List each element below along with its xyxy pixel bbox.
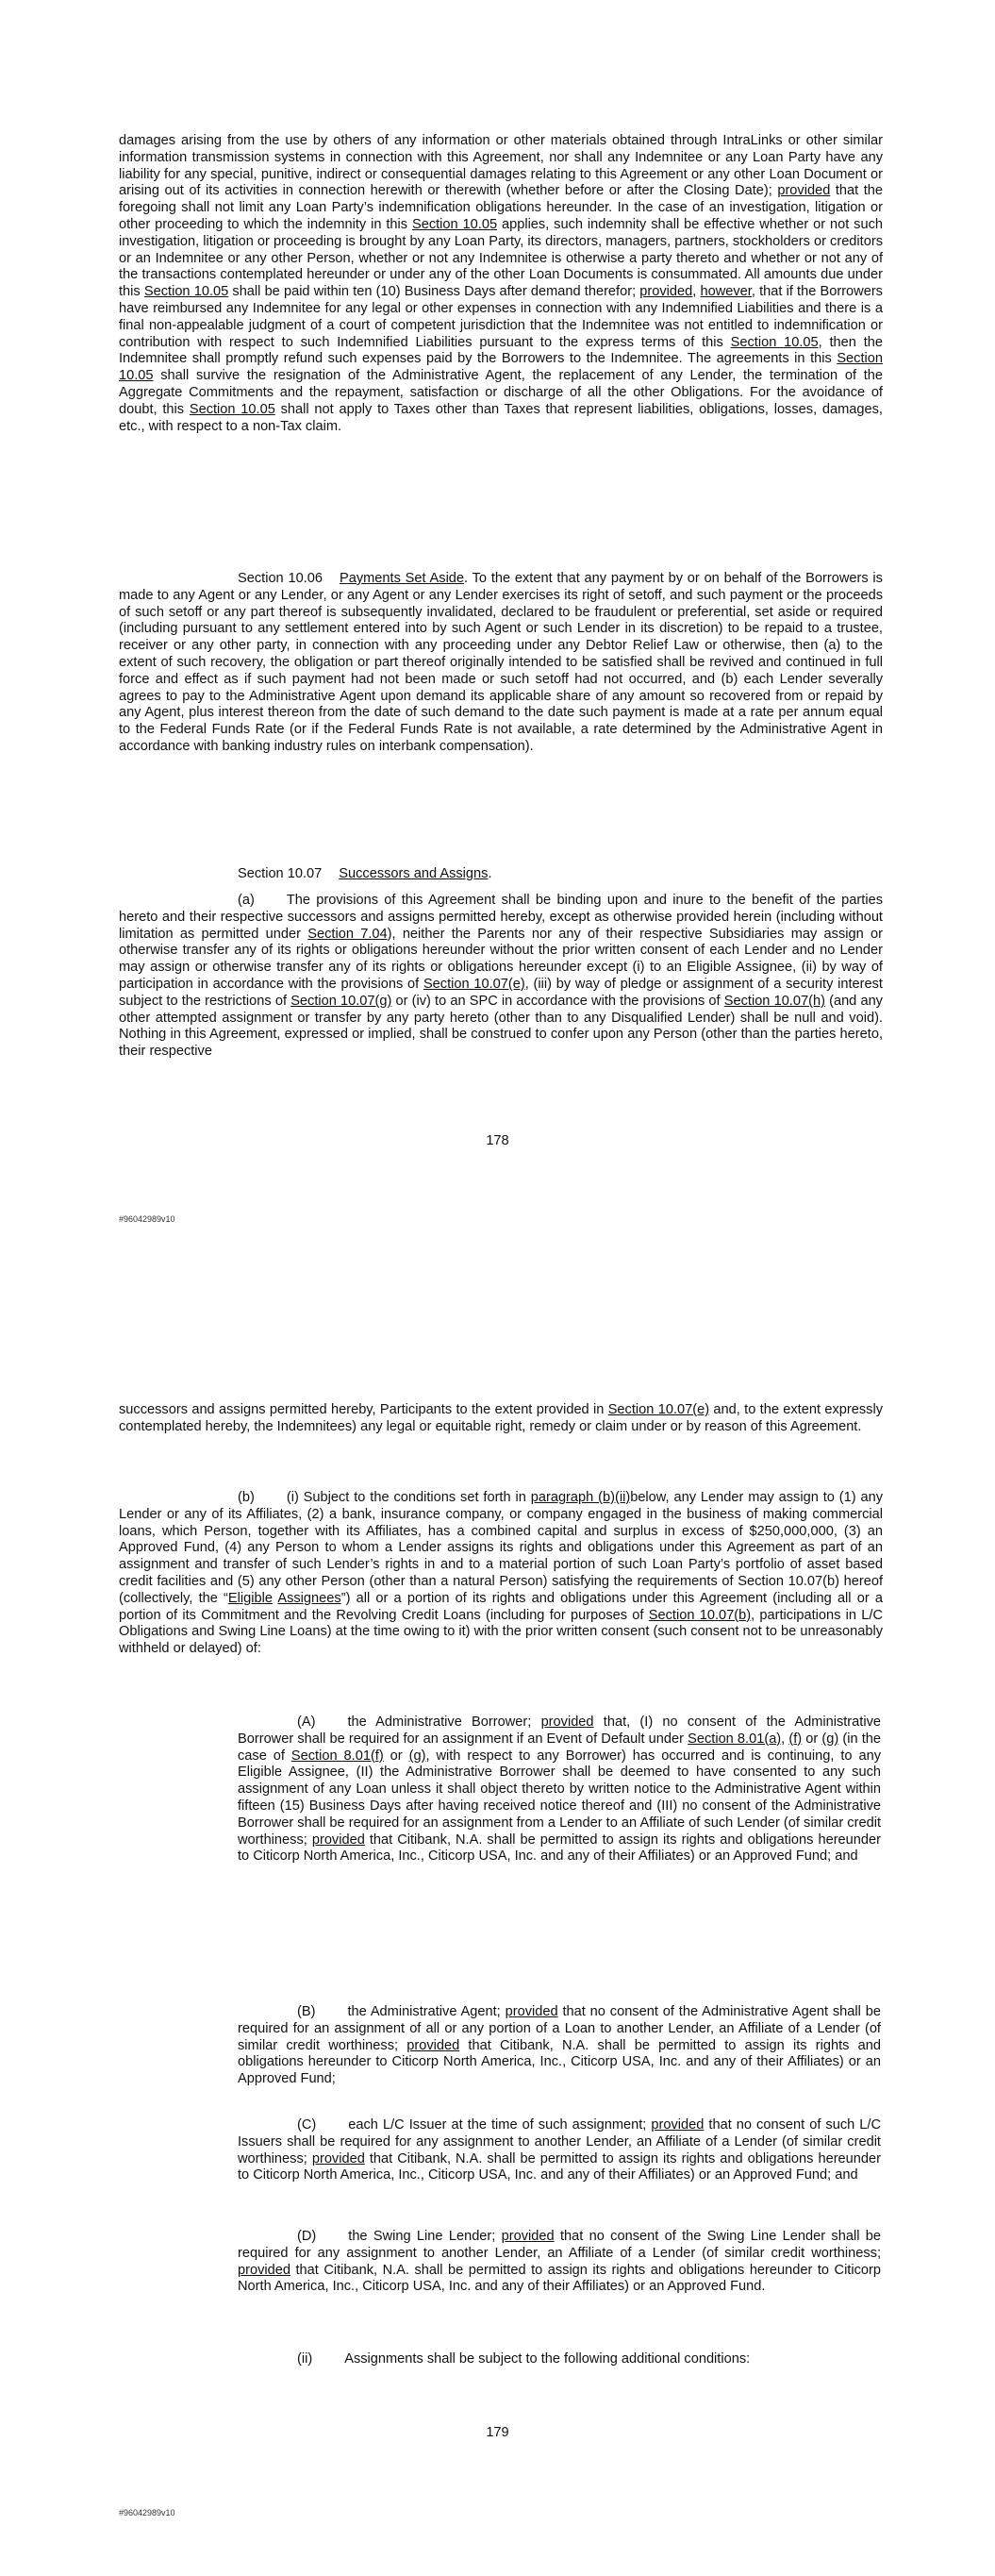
section-reference: Section 8.01(f) [290,1748,384,1764]
section-title: Payments Set Aside [339,571,465,586]
section-reference: Section 10.05 [119,351,883,384]
document-id-footer: #96042989v10 [119,1214,175,1224]
section-reference: (g) [408,1748,426,1764]
provided-term: provided [406,2037,460,2053]
provided-term: provided [505,2004,558,2019]
section-reference: Section 10.05 [143,284,229,300]
provided-term: provided [238,2262,290,2278]
paragraph-reference: paragraph (b)(ii) [530,1490,631,1505]
clause-label: (a) [238,893,255,908]
clause-ii: (ii) Assignments shall be subject to the following additional conditions: [297,2350,751,2367]
section-reference: Section 10.07(e) [607,1402,710,1417]
section-reference: Section 10.05 [411,216,498,232]
provided-term: provided [540,1715,594,1730]
provided-term: provided [311,1832,365,1848]
clause-B: (B) the Administrative Agent; provided that no consent of the Administrative Agent shall be required for an assignment of all or any portion of a Loan to another Lender, an Affiliate of a Lender (of similar credit worthiness; provided that Citibank, N.A. shall be permitted to assign its rights and obligations hereunder to Citicorp North America, Inc., Citicorp USA, Inc. and any of their Affiliates) or an Approved Fund; [238,2004,881,2087]
section-reference: (f) [788,1731,803,1747]
paragraph-damages: damages arising from the use by others of any information or other materials obtained through IntraLinks or other similar information transmission systems in connection with this Agreement, nor shall any Indemnitee or any Loan Party have any liability for any special, punitive, indirect or consequential damages relating to this Agreement or any other Loan Document or arising out of its activities in connection herewith or therewith (whether before or after the Closing Date); provided that the foregoing shall not limit any Loan Party’s indemnification obligations hereunder. In the case of an investigation, litigation or other proceeding to which the indemnity in this Section 10.05 applies, such indemnity shall be effective whether or not such investigation, litigation or proceeding is brought by any Loan Party, its directors, managers, partners, stockholders or creditors or an Indemnitee or any other Person, whether or not any Indemnitee is otherwise a party thereto and whether or not any of the transactions contemplated hereunder or under any of the other Loan Documents is consummated. All amounts due under this Section 10.05 shall be paid within ten (10) Business Days after demand therefor; provided, however, that if the Borrowers have reimbursed any Indemnitee for any legal or other expenses in connection with any Indemnified Liabilities and there is a final non-appealable judgment of a court of competent jurisdiction that the Indemnitee was not entitled to indemnification or contribution with respect to such Indemnified Liabilities pursuant to the express terms of this Section 10.05, then the Indemnitee shall promptly refund such expenses paid by the Borrowers to the Indemnitee. The agreements in this Section 10.05 shall survive the resignation of the Administrative Agent, the replacement of any Lender, the termination of the Aggregate Commitments and the repayment, satisfaction or discharge of all the other Obligations. For the avoidance of doubt, this Section 10.05 shall not apply to Taxes other than Taxes that represent liabilities, obligations, losses, damages, etc., with respect to a non-Tax claim. [119,133,883,434]
paragraph-continuation: successors and assigns permitted hereby, Participants to the extent provided in Section 10.07(e) and, to the extent expressly contemplated hereby, the Indemnitees) any legal or equitable right, remedy or claim under or by reason of this Agreement. [119,1402,883,1434]
section-reference: Section 8.01(a) [688,1731,782,1747]
section-reference: Section 10.07(b) [648,1607,752,1623]
section-title: Successors and Assigns [339,865,489,881]
clause-label: (D) [297,2229,317,2244]
section-number: Section 10.07 [238,865,323,881]
however-term: however [700,284,752,300]
paragraph-a: (a) The provisions of this Agreement shall be binding upon and inure to the benefit of the parties hereto and their respective successors and assigns permitted hereby, except as otherwise provided herein (including without limitation as permitted under Section 7.04), neither the Parents nor any of their respective Subsidiaries may assign or otherwise transfer any of its rights or obligations hereunder without the prior written consent of each Lender and no Lender may assign or otherwise transfer any of its rights or obligations hereunder except (i) to an Eligible Assignee, (ii) by way of participation in accordance with the provisions of Section 10.07(e), (iii) by way of pledge or assignment of a security interest subject to the restrictions of Section 10.07(g) or (iv) to an SPC in accordance with the provisions of Section 10.07(h) (and any other attempted assignment or transfer by any party hereto (other than to any Disqualified Lender) shall be null and void). Nothing in this Agreement, expressed or implied, shall be construed to confer upon any Person (other than the parties hereto, their respective [119,893,883,1060]
paragraph-b: (b) (i) Subject to the conditions set forth in paragraph (b)(ii)below, any Lender may assign to (1) any Lender or any of its Affiliates, (2) a bank, insurance company, or company engaged in the business of making commercial loans, which Person, together with its Affiliates, has a combined capital and surplus in excess of $250,000,000, (3) an Approved Fund, (4) any Person to whom a Lender assigns its rights and obligations under this Agreement as part of an assignment and transfer of such Lender’s rights in and to a material portion of such Loan Party’s portfolio of asset based credit facilities and (5) any other Person (other than a natural Person) satisfying the requirements of Section 10.07(b) hereof (collectively, the “Eligible Assignees”) all or a portion of its rights and obligations under this Agreement (including all or a portion of its Commitment and the Revolving Credit Loans (including for purposes of Section 10.07(b), participations in L/C Obligations and Swing Line Loans) at the time owing to it) with the prior written consent (such consent not to be unreasonably withheld or delayed) of: [119,1490,884,1657]
section-reference: Section 7.04 [307,926,388,942]
page-179 [0,1264,995,2576]
clause-label: (B) [297,2004,316,2019]
provided-term: provided [651,2117,705,2133]
page-number: 178 [486,1133,509,1148]
section-reference: (g) [821,1731,839,1747]
section-reference: Section 10.05 [189,401,275,417]
section-10-06: Section 10.06 Payments Set Aside. To the extent that any payment by or on behalf of the Borrowers is made to any Agent or any Lender, or any Agent or any Lender exercises its right of setoff, and such payment or the proceeds of such setoff or any part thereof is subsequently invalidated, declared to be fraudulent or preferential, set aside or required (including pursuant to any settlement entered into by such Agent or such Lender in its discretion) to be repaid to a trustee, receiver or any other party, in connection with any proceeding under any Debtor Relief Law or otherwise, then (a) to the extent of such recovery, the obligation or part thereof originally intended to be satisfied shall be revived and continued in full force and effect as if such payment had not been made or such setoff had not occurred, and (b) each Lender severally agrees to pay to the Administrative Agent upon demand its applicable share of any amount so recovered from or repaid by any Agent, plus interest thereon from the date of such demand to the date such payment is made at a rate per annum equal to the Federal Funds Rate (or if the Federal Funds Rate is not available, a rate determined by the Administrative Agent in accordance with banking industry rules on interbank compensation). [119,571,883,754]
section-reference: Section 10.07(e) [423,976,525,992]
provided-term: provided [639,284,693,300]
clause-label: (ii) [297,2350,313,2367]
provided-term: provided [311,2150,365,2166]
clause-D: (D) the Swing Line Lender; provided that no consent of the Swing Line Lender shall be required for any assignment to another Lender, an Affiliate of a Lender (of similar credit worthiness; provided that Citibank, N.A. shall be permitted to assign its rights and obligations hereunder to Citicorp North America, Inc., Citicorp USA, Inc. and any of their Affiliates) or an Approved Fund. [238,2229,881,2295]
clause-C: (C) each L/C Issuer at the time of such assignment; provided that no consent of such L/C Issuers shall be required for any assignment to another Lender, an Affiliate of a Lender (of similar credit worthiness; provided that Citibank, N.A. shall be permitted to assign its rights and obligations hereunder to Citicorp North America, Inc., Citicorp USA, Inc. and any of their Affiliates) or an Approved Fund; and [238,2117,881,2183]
section-reference: Section 10.05 [730,334,819,350]
defined-term: Assignees [277,1590,341,1606]
page-178 [0,0,995,1264]
clause-label: (C) [297,2117,317,2133]
section-number: Section 10.06 [238,571,323,586]
clause-label: (A) [297,1715,316,1730]
defined-term: Eligible [227,1590,273,1606]
section-reference: Section 10.07(h) [723,993,825,1009]
clause-label: (b) [238,1490,255,1505]
clause-A: (A) the Administrative Borrower; provided that, (I) no consent of the Administrative Borrower shall be required for an assignment if an Event of Default under Section 8.01(a), (f) or (g) (in the case of Section 8.01(f) or (g), with respect to any Borrower) has occurred and is continuing, to any Eligible Assignee, (II) the Administrative Borrower shall be deemed to have consented to any such assignment of any Loan unless it shall object thereto by written notice to the Administrative Agent within fifteen (15) Business Days after having received notice thereof and (III) no consent of the Administrative Borrower shall be required for an assignment from a Lender to an Affiliate of such Lender (of similar credit worthiness; provided that Citibank, N.A. shall be permitted to assign its rights and obligations hereunder to Citicorp North America, Inc., Citicorp USA, Inc. and any of their Affiliates) or an Approved Fund; and [238,1715,881,1865]
section-10-07-heading: Section 10.07 Successors and Assigns. [238,865,492,881]
section-reference: Section 10.07(g) [290,993,392,1009]
page-number: 179 [486,2425,509,2440]
provided-term: provided [501,2229,555,2244]
document-id-footer: #96042989v10 [119,2508,175,2517]
provided-term: provided [777,183,831,199]
